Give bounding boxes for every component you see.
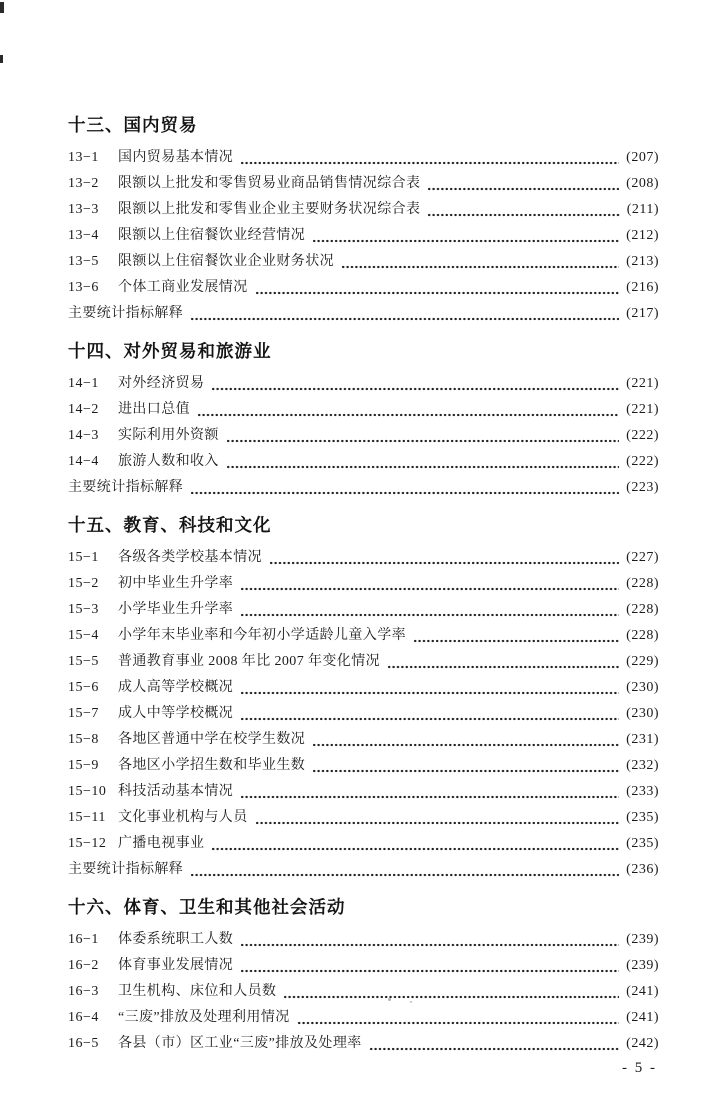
entry-title: 主要统计指标解释 [68, 862, 184, 877]
entry-page-number: (228) [626, 602, 659, 617]
entry-number: 13−3 [68, 202, 99, 217]
dot-leader [240, 793, 619, 799]
dot-leader [211, 385, 619, 391]
entry-title: 各级各类学校基本情况 [118, 550, 262, 565]
entry-page-number: (217) [626, 306, 659, 321]
dot-leader [413, 637, 619, 643]
entry-number: 14−3 [68, 428, 99, 443]
entry-title: 广播电视事业 [118, 836, 205, 851]
entry-number: 13−2 [68, 176, 99, 191]
entry-page-number: (212) [626, 228, 659, 243]
toc-entry [68, 927, 659, 953]
entry-page-number: (239) [626, 958, 659, 973]
dot-leader [226, 437, 619, 443]
entry-number: 15−10 [68, 784, 107, 799]
entry-number: 13−4 [68, 228, 99, 243]
entry-page-number: (208) [626, 176, 659, 191]
entry-number: 15−6 [68, 680, 99, 695]
entry-title: 小学毕业生升学率 [118, 602, 234, 617]
entry-page-number: (229) [626, 654, 659, 669]
scan-artifact [0, 2, 4, 13]
toc-entry [68, 979, 659, 1005]
dot-leader [190, 315, 619, 321]
section-heading: 十六、体育、卫生和其他社会活动 [68, 897, 346, 917]
entry-page-number: (221) [626, 402, 659, 417]
dot-leader [297, 1019, 620, 1025]
entry-number: 15−8 [68, 732, 99, 747]
toc-entry [68, 475, 659, 501]
entry-page-number: (239) [626, 932, 659, 947]
section-heading: 十三、国内贸易 [68, 115, 198, 135]
entry-page-number: (241) [626, 984, 659, 999]
entry-title: 初中毕业生升学率 [118, 576, 234, 591]
toc-section [68, 513, 659, 883]
entry-title: 限额以上住宿餐饮业企业财务状况 [118, 254, 334, 269]
toc-entry [68, 371, 659, 397]
toc-entry [68, 953, 659, 979]
entry-number: 14−4 [68, 454, 99, 469]
entry-title: 进出口总值 [118, 402, 190, 417]
entry-title: 实际利用外资额 [118, 428, 219, 443]
toc-section [68, 113, 659, 327]
entry-page-number: (233) [626, 784, 659, 799]
dot-leader [269, 559, 619, 565]
entry-number: 13−6 [68, 280, 99, 295]
toc-entry [68, 423, 659, 449]
toc-entry [68, 249, 659, 275]
dot-leader [240, 941, 619, 947]
toc-entry [68, 779, 659, 805]
toc-entry [68, 1005, 659, 1031]
entry-number: 14−2 [68, 402, 99, 417]
toc [68, 113, 659, 1057]
entry-title: 小学年末毕业率和今年初小学适龄儿童入学率 [118, 628, 406, 643]
toc-entry [68, 597, 659, 623]
entry-number: 15−7 [68, 706, 99, 721]
toc-entry [68, 623, 659, 649]
toc-entry [68, 449, 659, 475]
entry-title: 各地区小学招生数和毕业生数 [118, 758, 306, 773]
dot-leader [240, 585, 619, 591]
entry-page-number: (207) [626, 150, 659, 165]
toc-entry [68, 223, 659, 249]
entry-page-number: (213) [626, 254, 659, 269]
entry-page-number: (231) [626, 732, 659, 747]
toc-entry [68, 171, 659, 197]
toc-entry [68, 649, 659, 675]
entry-page-number: (216) [626, 280, 659, 295]
toc-entry [68, 701, 659, 727]
section-entries [68, 371, 659, 501]
entry-number: 13−1 [68, 150, 99, 165]
entry-title: 文化事业机构与人员 [118, 810, 248, 825]
entry-page-number: (227) [626, 550, 659, 565]
toc-entry [68, 545, 659, 571]
entry-title: 对外经济贸易 [118, 376, 205, 391]
entry-number: 16−4 [68, 1010, 99, 1025]
dot-leader [283, 993, 619, 999]
dot-leader [312, 767, 619, 773]
section-entries [68, 927, 659, 1057]
dot-leader [190, 871, 619, 877]
toc-section [68, 895, 659, 1057]
entry-page-number: (222) [626, 454, 659, 469]
dot-leader [240, 611, 619, 617]
entry-number: 16−1 [68, 932, 99, 947]
entry-page-number: (235) [626, 810, 659, 825]
toc-entry [68, 1031, 659, 1057]
dot-leader [427, 211, 619, 217]
entry-title: 个体工商业发展情况 [118, 280, 248, 295]
entry-page-number: (230) [626, 706, 659, 721]
entry-title: 成人高等学校概况 [118, 680, 234, 695]
entry-title: 限额以上批发和零售贸易业商品销售情况综合表 [118, 176, 421, 191]
toc-entry [68, 831, 659, 857]
entry-page-number: (228) [626, 628, 659, 643]
entry-title: 各地区普通中学在校学生数况 [118, 732, 306, 747]
toc-entry [68, 727, 659, 753]
entry-number: 15−11 [68, 810, 106, 825]
entry-number: 15−9 [68, 758, 99, 773]
entry-number: 15−12 [68, 836, 107, 851]
dot-leader [312, 237, 619, 243]
toc-entry [68, 145, 659, 171]
entry-title: 限额以上批发和零售业企业主要财务状况综合表 [118, 202, 421, 217]
entry-number: 14−1 [68, 376, 99, 391]
entry-page-number: (223) [626, 480, 659, 495]
dot-leader [255, 819, 620, 825]
scan-artifact [0, 55, 3, 63]
toc-entry [68, 805, 659, 831]
entry-page-number: (241) [626, 1010, 659, 1025]
entry-page-number: (242) [626, 1036, 659, 1051]
entry-page-number: (222) [626, 428, 659, 443]
entry-title: “三废”排放及处理利用情况 [118, 1010, 290, 1025]
toc-entry [68, 571, 659, 597]
entry-page-number: (228) [626, 576, 659, 591]
entry-page-number: (221) [626, 376, 659, 391]
entry-page-number: (211) [626, 202, 659, 217]
entry-title: 旅游人数和收入 [118, 454, 219, 469]
dot-leader [211, 845, 619, 851]
dot-leader [369, 1045, 620, 1051]
section-heading: 十五、教育、科技和文化 [68, 515, 272, 535]
toc-entry [68, 675, 659, 701]
entry-number: 15−5 [68, 654, 99, 669]
dot-leader [341, 263, 619, 269]
entry-number: 16−3 [68, 984, 99, 999]
entry-page-number: (232) [626, 758, 659, 773]
entry-title: 普通教育事业 2008 年比 2007 年变化情况 [118, 654, 380, 669]
entry-title: 体育事业发展情况 [118, 958, 234, 973]
dot-leader [427, 185, 619, 191]
entry-title: 成人中等学校概况 [118, 706, 234, 721]
toc-entry [68, 397, 659, 423]
toc-entry [68, 753, 659, 779]
entry-page-number: (230) [626, 680, 659, 695]
dot-leader [255, 289, 620, 295]
dot-leader [240, 689, 619, 695]
entry-title: 国内贸易基本情况 [118, 150, 234, 165]
dot-leader [240, 715, 619, 721]
entry-number: 15−3 [68, 602, 99, 617]
entry-page-number: (236) [626, 862, 659, 877]
entry-title: 主要统计指标解释 [68, 306, 184, 321]
entry-number: 13−5 [68, 254, 99, 269]
entry-title: 限额以上住宿餐饮业经营情况 [118, 228, 306, 243]
dot-leader [240, 159, 619, 165]
entry-title: 科技活动基本情况 [118, 784, 234, 799]
section-entries [68, 145, 659, 327]
section-heading: 十四、对外贸易和旅游业 [68, 341, 272, 361]
dot-leader [240, 967, 619, 973]
entry-number: 15−4 [68, 628, 99, 643]
toc-section [68, 339, 659, 501]
dot-leader [387, 663, 619, 669]
page-footer-number: - 5 - [622, 1060, 657, 1076]
dot-leader [197, 411, 619, 417]
entry-title: 各县（市）区工业“三废”排放及处理率 [118, 1036, 362, 1051]
entry-number: 16−5 [68, 1036, 99, 1051]
toc-entry [68, 197, 659, 223]
dot-leader [190, 489, 619, 495]
dot-leader [226, 463, 619, 469]
section-entries [68, 545, 659, 883]
entry-number: 15−2 [68, 576, 99, 591]
entry-title: 体委系统职工人数 [118, 932, 234, 947]
entry-page-number: (235) [626, 836, 659, 851]
dot-leader [312, 741, 619, 747]
toc-entry [68, 857, 659, 883]
entry-title: 卫生机构、床位和人员数 [118, 984, 277, 999]
entry-number: 15−1 [68, 550, 99, 565]
entry-title: 主要统计指标解释 [68, 480, 184, 495]
entry-number: 16−2 [68, 958, 99, 973]
toc-page [68, 113, 659, 1077]
toc-entry [68, 275, 659, 301]
toc-entry [68, 301, 659, 327]
